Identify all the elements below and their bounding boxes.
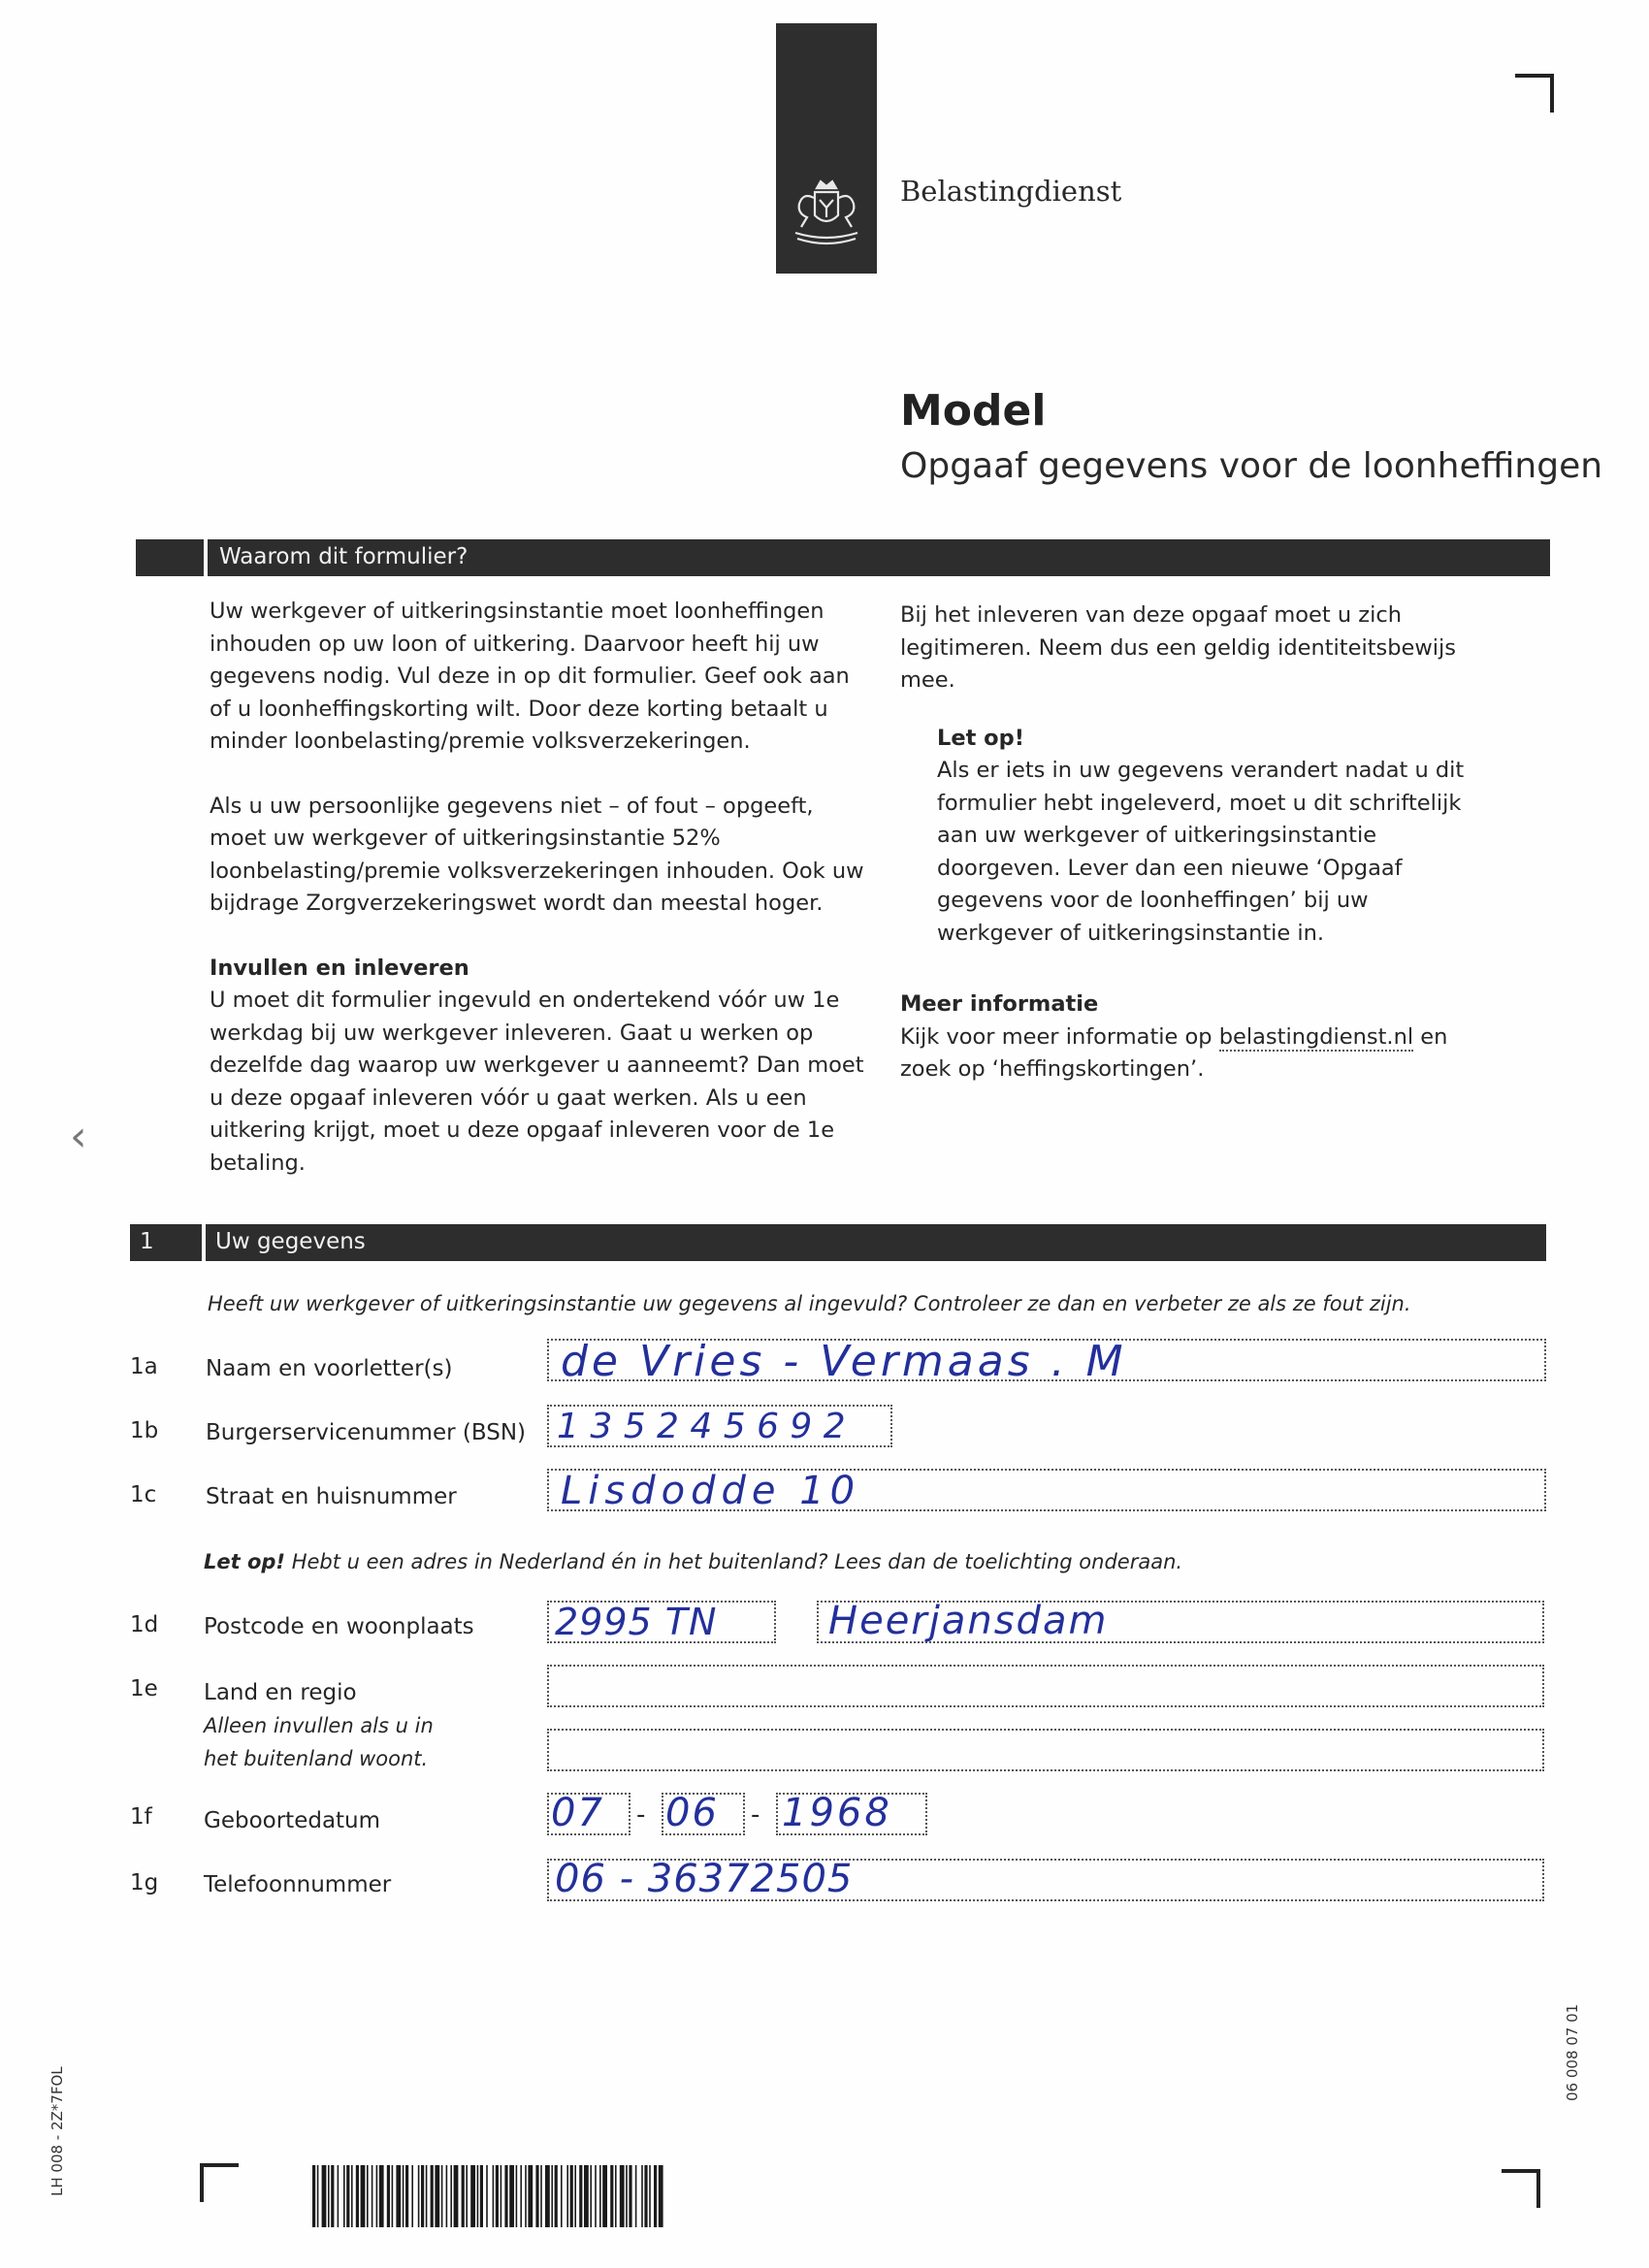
birth-month-field[interactable] (662, 1793, 745, 1835)
barcode-stripe (540, 2165, 542, 2227)
chevron-left-icon: ‹ (70, 1112, 87, 1161)
naam-field[interactable] (547, 1337, 1546, 1386)
barcode-stripe (570, 2165, 573, 2227)
legitimeren-paragraph: Bij het inleveren van deze opgaaf moet u zich legitimeren. Neem dus een geldig identiteitsbewijs mee. (900, 602, 1456, 693)
woonplaats-value: Heerjansdam (828, 1599, 1109, 1643)
barcode-stripe (367, 2165, 369, 2227)
barcode-stripe (610, 2165, 613, 2227)
barcode-stripe (392, 2165, 394, 2227)
section-bar-why (136, 539, 1550, 576)
barcode-stripe (317, 2165, 319, 2227)
birth-month-value: 06 (665, 1791, 719, 1835)
barcode-stripe (566, 2165, 568, 2227)
woonplaats-field[interactable] (817, 1601, 1544, 1643)
label-naam: Naam en voorletter(s) (206, 1356, 453, 1381)
barcode-stripe (504, 2165, 507, 2227)
label-postcode: Postcode en woonplaats (204, 1614, 474, 1639)
barcode-stripe (466, 2165, 468, 2227)
barcode-stripe (376, 2165, 378, 2227)
logo-bar (776, 23, 877, 274)
barcode-stripe (322, 2165, 327, 2227)
barcode-stripe (574, 2165, 576, 2227)
barcode-stripe (421, 2165, 424, 2227)
barcode-stripe (528, 2165, 533, 2227)
label-bsn: Burgerservicenummer (BSN) (206, 1420, 527, 1445)
barcode-stripe (535, 2165, 538, 2227)
barcode-stripe (496, 2165, 499, 2227)
barcode-stripe (477, 2165, 479, 2227)
barcode-stripe (501, 2165, 502, 2227)
barcode-stripe (379, 2165, 384, 2227)
barcode-stripe (516, 2165, 518, 2227)
label-geboortedatum: Geboortedatum (204, 1808, 381, 1833)
barcode-stripe (312, 2165, 315, 2227)
barcode-stripe (545, 2165, 550, 2227)
barcode-stripe (626, 2165, 628, 2227)
row-code-1b: 1b (130, 1418, 159, 1443)
label-straat: Straat en huisnummer (206, 1484, 457, 1509)
meer-informatie-before: Kijk voor meer informatie op (900, 1023, 1219, 1050)
crop-mark-bottom-left (200, 2163, 239, 2202)
row-code-1f: 1f (130, 1804, 152, 1830)
barcode-stripe (599, 2165, 601, 2227)
row-code-1d: 1d (130, 1612, 159, 1637)
date-separator: - (636, 1800, 646, 1830)
crop-mark-bottom-right (1502, 2169, 1540, 2208)
barcode-stripe (561, 2165, 563, 2227)
barcode-stripe (328, 2165, 330, 2227)
barcode-stripe (579, 2165, 582, 2227)
label-land: Land en regio (204, 1680, 357, 1705)
barcode-stripe (418, 2165, 420, 2227)
barcode-stripe (635, 2165, 637, 2227)
bar-divider (202, 1224, 206, 1261)
section-number: 1 (140, 1229, 154, 1254)
why-left-column (210, 596, 865, 1212)
section-intro: Heeft uw werkgever of uitkeringsinstantie uw gegevens al ingevuld? Controleer ze dan en verbeter ze als ze fout zijn. (208, 1292, 1411, 1315)
barcode-stripe (450, 2165, 452, 2227)
barcode-stripe (480, 2165, 483, 2227)
barcode-stripe (649, 2165, 651, 2227)
birth-year-value: 1968 (782, 1791, 892, 1835)
barcode-stripe (396, 2165, 401, 2227)
barcode (312, 2165, 663, 2227)
barcode-stripe (654, 2165, 657, 2227)
birth-day-value: 07 (551, 1791, 604, 1835)
barcode-stripe (493, 2165, 495, 2227)
letop-text: Als er iets in uw gegevens verandert nadat u dit formulier hebt ingeleverd, moet u dit schriftelijk aan uw werkgever of uitkeringsinstantie doorgeven. Lever dan een nieuwe ‘Opgaaf gegevens voor de loonheffingen’ bij uw werkgever of uitkeringsinstantie in. (937, 758, 1465, 946)
row-code-1g: 1g (130, 1870, 159, 1895)
coat-of-arms-icon (788, 178, 865, 248)
barcode-stripe (520, 2165, 522, 2227)
barcode-stripe (555, 2165, 558, 2227)
section-heading-why: Waarom dit formulier? (219, 544, 469, 569)
birth-year-field[interactable] (776, 1793, 927, 1835)
barcode-stripe (441, 2165, 443, 2227)
barcode-stripe (486, 2165, 488, 2227)
naam-value: de Vries - Vermaas . M (561, 1337, 1127, 1386)
why-right-column (900, 599, 1478, 1086)
barcode-stripe (387, 2165, 390, 2227)
row-code-1a: 1a (130, 1354, 158, 1379)
straat-value: Lisdodde 10 (561, 1469, 861, 1513)
belastingdienst-link[interactable]: belastingdienst.nl (1218, 1023, 1414, 1050)
bsn-field[interactable] (547, 1405, 892, 1447)
notice-bold: Let op! (204, 1550, 286, 1573)
barcode-stripe (351, 2165, 353, 2227)
section-heading-uw-gegevens: Uw gegevens (215, 1229, 366, 1254)
barcode-stripe (509, 2165, 514, 2227)
land-field[interactable] (547, 1665, 1544, 1707)
barcode-stripe (405, 2165, 408, 2227)
meer-informatie-text (900, 1021, 1478, 1086)
crop-mark-top-right (1515, 74, 1554, 113)
page-title: Model (900, 386, 1047, 436)
form-code: LH 008 - 2Z*7FOL (48, 2066, 66, 2196)
meer-informatie-heading: Meer informatie (900, 991, 1099, 1017)
barcode-stripe (595, 2165, 597, 2227)
barcode-stripe (641, 2165, 643, 2227)
barcode-stripe (331, 2165, 334, 2227)
bsn-value: 1 3 5 2 4 5 6 9 2 (557, 1407, 846, 1446)
barcode-stripe (615, 2165, 617, 2227)
barcode-stripe (356, 2165, 359, 2227)
barcode-stripe (446, 2165, 448, 2227)
label-telefoon: Telefoonnummer (204, 1872, 392, 1897)
address-notice (204, 1550, 1182, 1573)
barcode-stripe (361, 2165, 366, 2227)
land-note: Alleen invullen als u in het buitenland woont. (204, 1714, 434, 1770)
invullen-paragraph: U moet dit formulier ingevuld en ondertekend vóór uw 1e werkdag bij uw werkgever inleveren. Gaat u werken op dezelfde dag waarop uw werkgever u aanneemt? Dan moet u deze opgaaf inleveren vóór u gaat werken. Als u een uitkering krijgt, moet u deze opgaaf inleveren voor de 1e betaling. (210, 988, 864, 1176)
barcode-stripe (346, 2165, 349, 2227)
meer-informatie-after: en zoek op ‘heffingskortingen’. (900, 1023, 1448, 1082)
barcode-stripe (454, 2165, 459, 2227)
straat-field[interactable] (547, 1469, 1546, 1511)
date-separator: - (751, 1800, 760, 1830)
barcode-stripe (403, 2165, 404, 2227)
regio-field[interactable] (547, 1729, 1544, 1771)
document-code: 06 008 07 01 (1564, 2003, 1581, 2101)
why-paragraph-1: Uw werkgever of uitkeringsinstantie moet loonheffingen inhouden op uw loon of uitkering. Daarvoor heeft hij uw gegevens nodig. Vul deze in op dit formulier. Geef ook aan of u loonheffingskorting wilt. Door deze korting betaalt u minder loonbelasting/premie volksverzekeringen. (210, 599, 850, 754)
barcode-stripe (584, 2165, 589, 2227)
invullen-heading: Invullen en inleveren (210, 955, 469, 981)
page-subtitle: Opgaaf gegevens voor de loonheffingen (900, 446, 1603, 486)
barcode-stripe (551, 2165, 553, 2227)
barcode-stripe (462, 2165, 465, 2227)
barcode-stripe (426, 2165, 428, 2227)
notice-text: Hebt u een adres in Nederland én in het buitenland? Lees dan de toelichting onderaan. (285, 1550, 1183, 1573)
section-bar-uw-gegevens (130, 1224, 1546, 1261)
barcode-stripe (590, 2165, 592, 2227)
barcode-stripe (620, 2165, 625, 2227)
postcode-value: 2995 TN (555, 1601, 718, 1643)
barcode-stripe (470, 2165, 475, 2227)
barcode-stripe (435, 2165, 439, 2227)
row-code-1c: 1c (130, 1482, 157, 1507)
telefoon-field[interactable] (547, 1859, 1544, 1901)
bar-divider (204, 539, 208, 576)
barcode-stripe (629, 2165, 631, 2227)
barcode-stripe (525, 2165, 527, 2227)
birth-day-field[interactable] (547, 1793, 630, 1835)
row-code-1e: 1e (130, 1676, 158, 1701)
barcode-stripe (411, 2165, 413, 2227)
barcode-stripe (431, 2165, 434, 2227)
letop-box (900, 723, 1478, 951)
barcode-stripe (644, 2165, 647, 2227)
barcode-stripe (659, 2165, 663, 2227)
letop-heading: Let op! (937, 725, 1025, 751)
telefoon-value: 06 - 36372505 (555, 1857, 854, 1901)
barcode-stripe (372, 2165, 373, 2227)
barcode-stripe (338, 2165, 340, 2227)
barcode-stripe (343, 2165, 345, 2227)
barcode-stripe (602, 2165, 607, 2227)
postcode-field[interactable] (547, 1601, 776, 1643)
organization-name: Belastingdienst (900, 175, 1122, 208)
why-paragraph-2: Als u uw persoonlijke gegevens niet – of fout – opgeeft, moet uw werkgever of uitkeringsinstantie 52% loonbelasting/premie volksverzekeringen inhouden. Ook uw bijdrage Zorgverzekeringswet wordt dan meestal hoger. (210, 793, 864, 916)
